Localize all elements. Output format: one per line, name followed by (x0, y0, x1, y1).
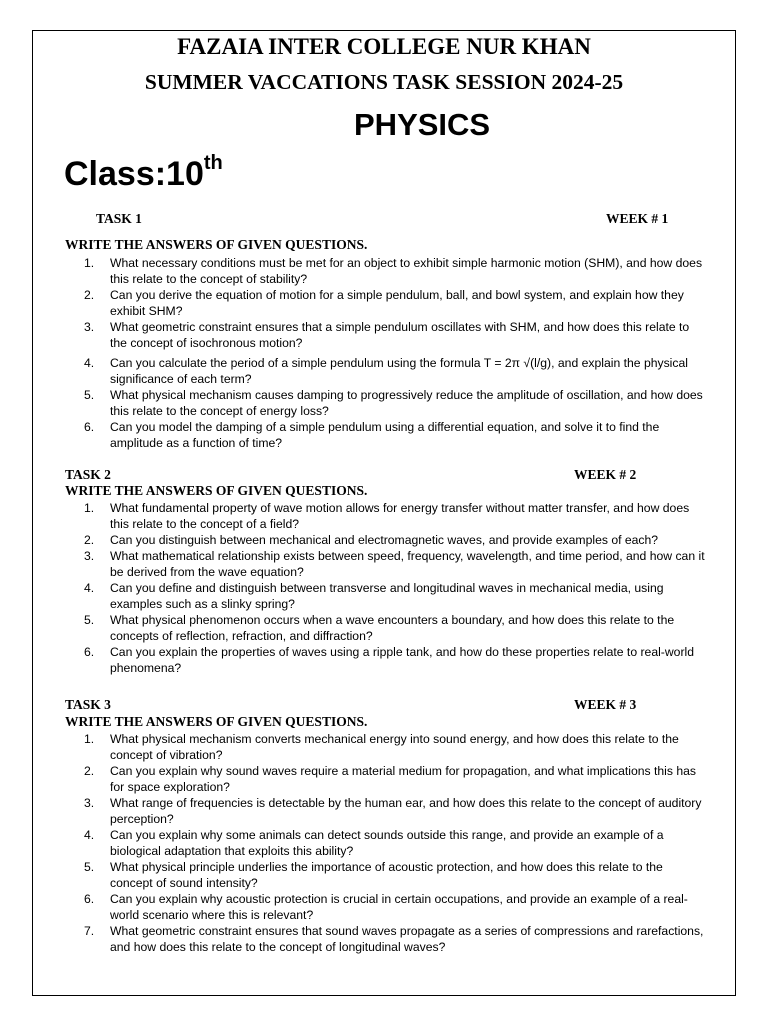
question-item (84, 795, 708, 827)
question-item (84, 287, 708, 319)
question-text: Can you model the damping of a simple pendulum using a differential equation, and solve it to find the amplitude as a function of time? (110, 420, 660, 450)
question-number: 4. (84, 828, 95, 842)
task-1-instruction: WRITE THE ANSWERS OF GIVEN QUESTIONS. (65, 237, 368, 252)
question-text: What necessary conditions must be met for an object to exhibit simple harmonic motion (SHM), and how does this relate to the concept of stability? (110, 256, 703, 286)
class-label: Class:10 (64, 155, 204, 193)
question-number: 2. (84, 764, 95, 778)
question-item (84, 548, 708, 580)
question-number: 2. (84, 533, 95, 547)
question-number: 3. (84, 320, 95, 334)
question-number: 5. (84, 860, 95, 874)
task-2-week: WEEK # 2 (574, 467, 637, 482)
task-3-instruction: WRITE THE ANSWERS OF GIVEN QUESTIONS. (65, 714, 368, 729)
question-item (84, 644, 708, 676)
question-number: 3. (84, 549, 95, 563)
question-text: What geometric constraint ensures that sound waves propagate as a series of compressions and rarefactions, and how does this relate to the concept of longitudinal waves? (110, 924, 704, 954)
question-number: 6. (84, 892, 95, 906)
question-number: 4. (84, 356, 95, 370)
task-3-label: TASK 3 (65, 697, 111, 712)
task-2-instruction: WRITE THE ANSWERS OF GIVEN QUESTIONS. (65, 483, 368, 498)
question-text: What geometric constraint ensures that a simple pendulum oscillates with SHM, and how does this relate to the concept of isochronous motion? (110, 320, 690, 350)
session-title: SUMMER VACCATIONS TASK SESSION 2024-25 (144, 70, 624, 94)
question-text: Can you derive the equation of motion for a simple pendulum, ball, and bowl system, and explain how they exhibit SHM? (110, 288, 684, 318)
question-item (84, 387, 708, 419)
question-number: 3. (84, 796, 95, 810)
question-text: Can you explain why acoustic protection is crucial in certain occupations, and provide an example of a real-world scenario where this is relevant? (110, 892, 688, 922)
question-text: What physical principle underlies the importance of acoustic protection, and how does this relate to the concept of sound intensity? (110, 860, 663, 890)
question-item (84, 763, 708, 795)
question-number: 7. (84, 924, 95, 938)
task-3-week: WEEK # 3 (574, 697, 637, 712)
question-item (84, 580, 708, 612)
task-3-questions (84, 731, 708, 955)
question-item (84, 731, 708, 763)
question-number: 1. (84, 732, 95, 746)
question-text: What mathematical relationship exists between speed, frequency, wavelength, and time period, and how can it be derived from the wave equation? (110, 549, 705, 579)
question-item (84, 355, 708, 387)
question-item (84, 532, 708, 548)
college-name: FAZAIA INTER COLLEGE NUR KHAN (177, 34, 591, 59)
question-item (84, 319, 708, 351)
question-text: What physical mechanism converts mechanical energy into sound energy, and how does this relate to the concept of vibration? (110, 732, 679, 762)
task-2-label: TASK 2 (65, 467, 111, 482)
question-number: 1. (84, 501, 95, 515)
question-text: What physical phenomenon occurs when a wave encounters a boundary, and how does this relate to the concepts of reflection, refraction, and diffraction? (110, 613, 675, 643)
task-1-questions (84, 255, 708, 451)
question-item (84, 891, 708, 923)
task-2-questions (84, 500, 708, 676)
class-title (64, 151, 223, 194)
question-text: Can you distinguish between mechanical and electromagnetic waves, and provide examples of each? (110, 533, 659, 547)
question-text: What physical mechanism causes damping to progressively reduce the amplitude of oscillation, and how does this relate to the concept of energy loss? (110, 388, 703, 418)
question-number: 6. (84, 420, 95, 434)
question-number: 4. (84, 581, 95, 595)
task-1-label: TASK 1 (96, 211, 142, 226)
question-text: Can you explain the properties of waves using a ripple tank, and how do these properties relate to real-world phenomena? (110, 645, 694, 675)
question-item (84, 255, 708, 287)
question-item (84, 923, 708, 955)
question-text: Can you explain why sound waves require a material medium for propagation, and what implications this has for space exploration? (110, 764, 696, 794)
subject-title: PHYSICS (354, 107, 491, 142)
question-number: 5. (84, 388, 95, 402)
question-item (84, 500, 708, 532)
question-number: 6. (84, 645, 95, 659)
class-suffix: th (203, 151, 223, 174)
question-item (84, 859, 708, 891)
question-number: 1. (84, 256, 95, 270)
question-text: What fundamental property of wave motion allows for energy transfer without matter transfer, and how does this relate to the concept of a field? (110, 501, 690, 531)
question-text: Can you explain why some animals can detect sounds outside this range, and provide an example of a biological adaptation that exploits this ability? (110, 828, 664, 858)
question-item (84, 419, 708, 451)
question-text: What range of frequencies is detectable by the human ear, and how does this relate to the concept of auditory perception? (110, 796, 702, 826)
question-item (84, 612, 708, 644)
question-number: 5. (84, 613, 95, 627)
question-text: Can you calculate the period of a simple pendulum using the formula T = 2π √(l/g), and explain the physical significance of each term? (110, 356, 688, 386)
question-item (84, 827, 708, 859)
task-1-week: WEEK # 1 (606, 211, 669, 226)
question-text: Can you define and distinguish between transverse and longitudinal waves in mechanical media, using examples such as a slinky spring? (110, 581, 664, 611)
question-number: 2. (84, 288, 95, 302)
